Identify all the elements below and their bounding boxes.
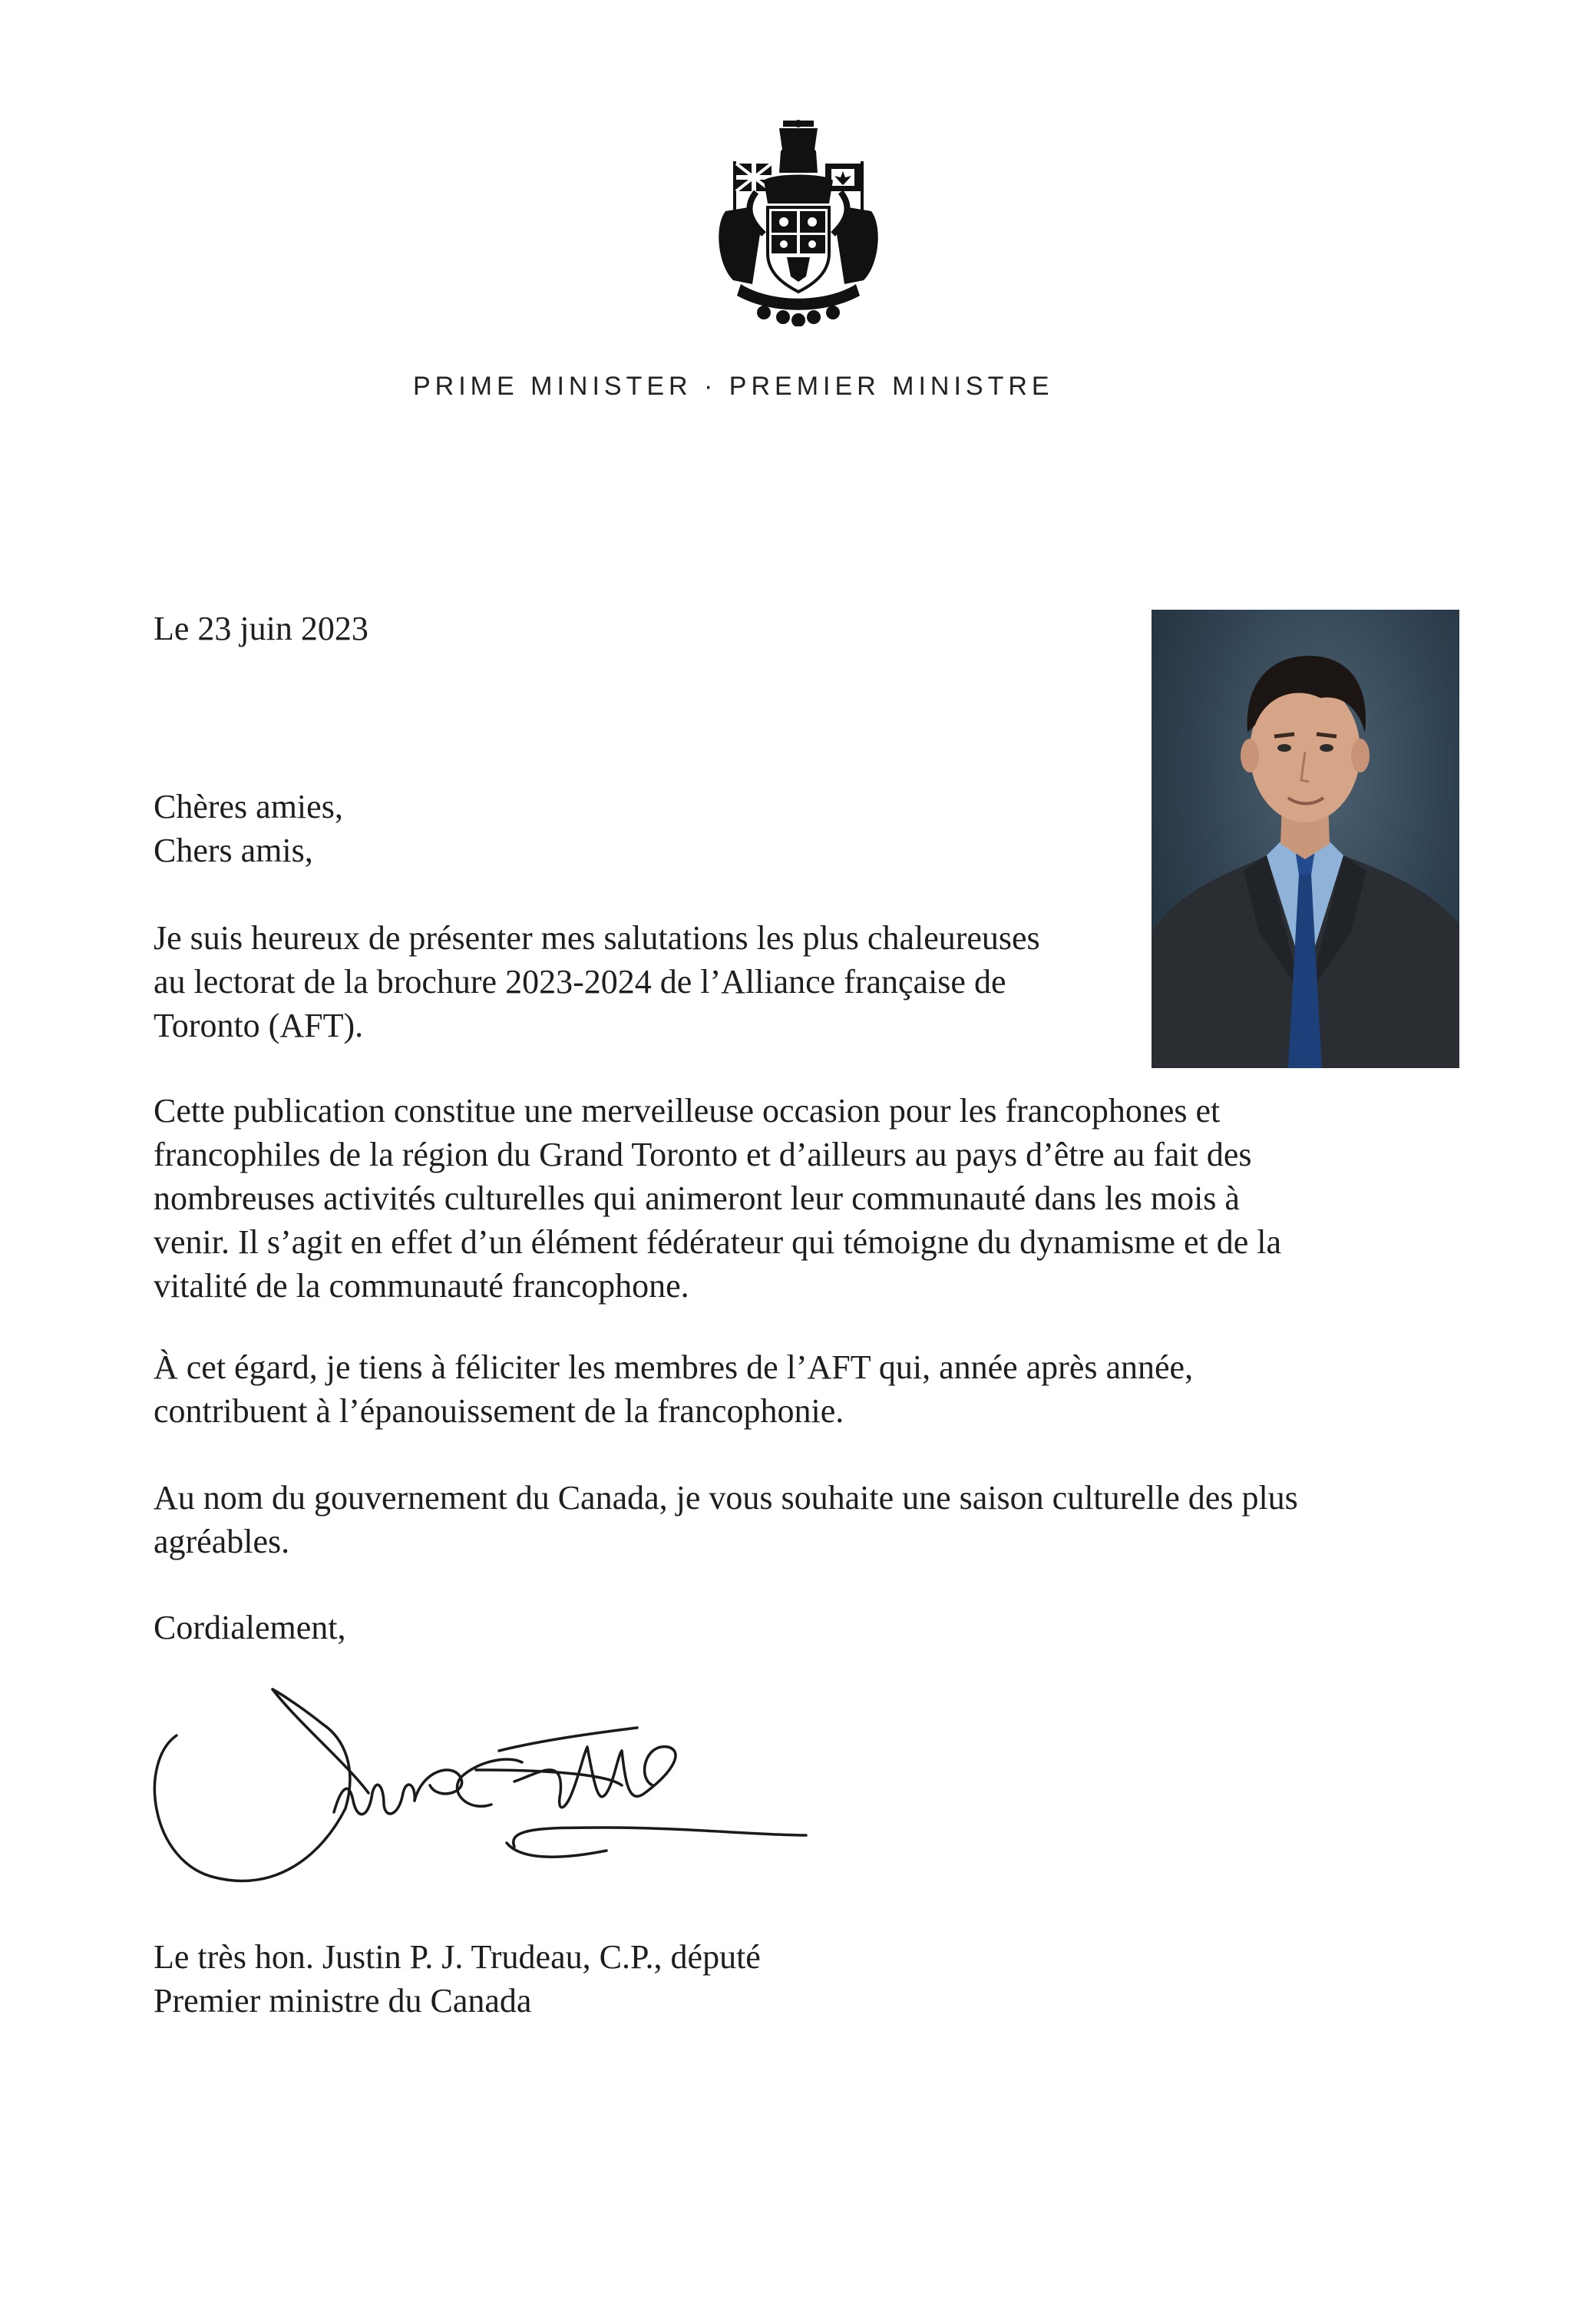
paragraph-line: venir. Il s’agit en effet d’un élément fédérateur qui témoigne du dynamisme et de la bbox=[154, 1223, 1281, 1261]
office-title: PRIME MINISTER · PREMIER MINISTRE bbox=[413, 372, 1054, 401]
body-paragraph bbox=[154, 1089, 1451, 1308]
salutation-line: Chères amies, bbox=[154, 788, 343, 825]
paragraph-line: À cet égard, je tiens à féliciter les membres de l’AFT qui, année après année, bbox=[154, 1348, 1194, 1386]
handwritten-signature bbox=[146, 1678, 837, 1901]
paragraph-line: francophiles de la région du Grand Toronto et d’ailleurs au pays d’être au fait des bbox=[154, 1136, 1252, 1173]
paragraph-line: nombreuses activités culturelles qui animeront leur communauté dans les mois à bbox=[154, 1179, 1240, 1217]
paragraph-line: vitalité de la communauté francophone. bbox=[154, 1267, 689, 1305]
paragraph-line: Cette publication constitue une merveilleuse occasion pour les francophones et bbox=[154, 1092, 1221, 1130]
paragraph-line: contribuent à l’épanouissement de la francophonie. bbox=[154, 1392, 844, 1430]
paragraph-line: Au nom du gouvernement du Canada, je vous souhaite une saison culturelle des plus bbox=[154, 1479, 1298, 1517]
body-paragraph bbox=[154, 1476, 1451, 1563]
letter-date: Le 23 juin 2023 bbox=[154, 610, 368, 647]
coat-of-arms-icon bbox=[710, 119, 887, 326]
paragraph-line: Je suis heureux de présenter mes salutations les plus chaleureuses bbox=[154, 919, 1040, 957]
body-paragraph bbox=[154, 916, 1152, 1047]
signatory-title: Premier ministre du Canada bbox=[154, 1982, 532, 2020]
paragraph-line: Toronto (AFT). bbox=[154, 1007, 364, 1044]
portrait-illustration bbox=[1152, 610, 1459, 1068]
salutation bbox=[154, 785, 343, 872]
paragraph-line: agréables. bbox=[154, 1523, 290, 1560]
salutation-line: Chers amis, bbox=[154, 832, 313, 869]
portrait-photo bbox=[1152, 610, 1459, 1068]
paragraph-line: au lectorat de la brochure 2023-2024 de l’Alliance française de bbox=[154, 963, 1006, 1001]
signatory-name: Le très hon. Justin P. J. Trudeau, C.P., député bbox=[154, 1938, 761, 1976]
body-paragraph bbox=[154, 1345, 1451, 1433]
closing: Cordialement, bbox=[154, 1609, 346, 1646]
